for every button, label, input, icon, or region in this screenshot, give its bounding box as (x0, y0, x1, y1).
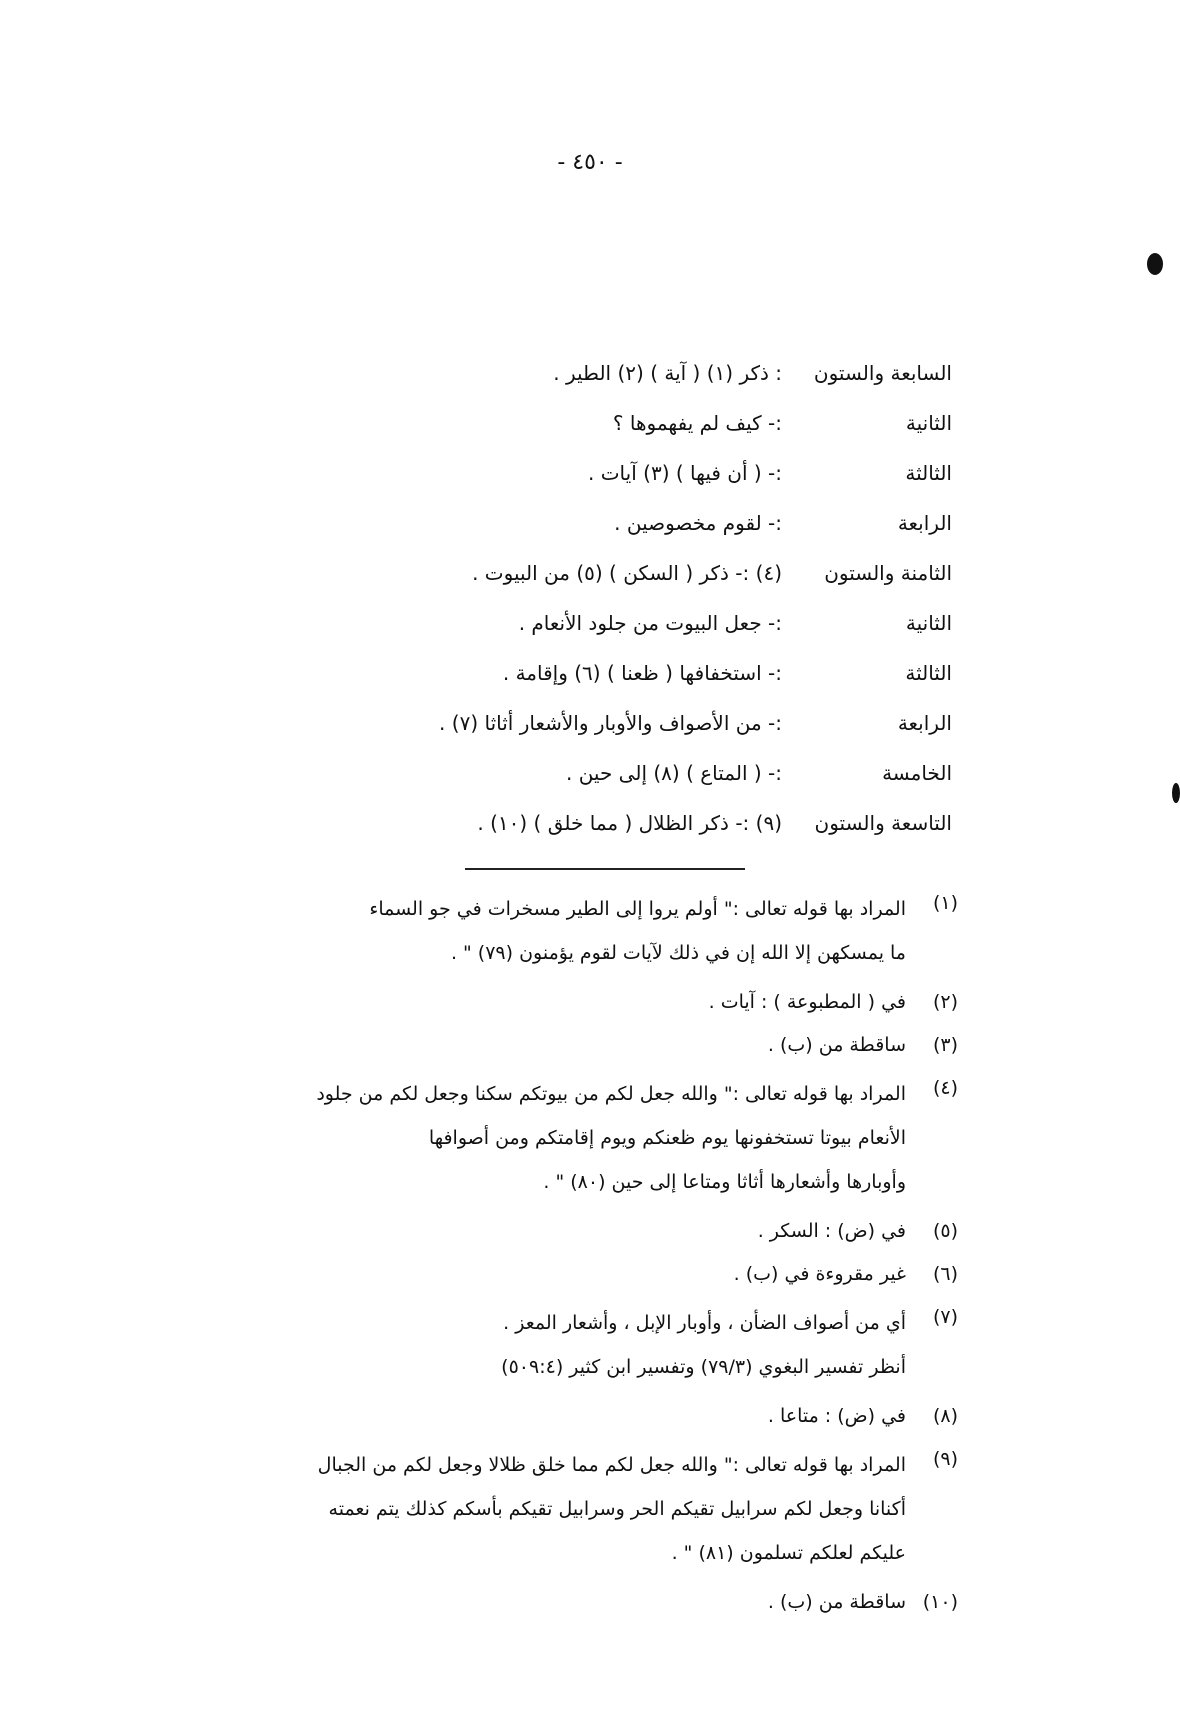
footnote-number: (٥) (932, 1220, 958, 1242)
footnote (78, 1400, 958, 1432)
footnote-line: المراد بها قوله تعالى :" والله جعل لكم مما خلق ظلالا وجعل لكم من الجبال (317, 1454, 906, 1476)
scan-smudge-mark (1172, 783, 1180, 803)
footnote-separator (465, 868, 745, 870)
outline-text: :- من الأصواف والأوبار والأشعار أثاثا (٧) . (439, 711, 782, 735)
outline-text: :- جعل البيوت من جلود الأنعام . (518, 611, 782, 635)
outline-label: الثانية (905, 611, 952, 635)
footnote-number: (٤) (932, 1077, 958, 1099)
outline-label: التاسعة والستون (814, 811, 952, 835)
footnote-line: ساقطة من (ب) . (767, 1591, 906, 1613)
outline-label: الثالثة (905, 661, 952, 685)
outline-label: الثانية (905, 411, 952, 435)
outline-line (432, 448, 952, 498)
outline-label: الثالثة (905, 461, 952, 485)
outline-label: الثامنة والستون (824, 561, 952, 585)
footnote-number: (٦) (932, 1263, 958, 1285)
outline-line (432, 798, 952, 848)
outline-text: (٤) :- ذكر ( السكن ) (٥) من البيوت . (472, 561, 782, 585)
outline-line (432, 748, 952, 798)
footnote-line: أكنانا وجعل لكم سرابيل تقيكم الحر وسرابيل تقيكم بأسكم كذلك يتم نعمته (328, 1498, 906, 1520)
footnote (78, 1301, 958, 1389)
outline-line (432, 348, 952, 398)
main-outline (432, 348, 952, 848)
footnote-number: (٨) (932, 1405, 958, 1427)
footnote-number: (٣) (932, 1034, 958, 1056)
footnote-line: في ( المطبوعة ) : آيات . (708, 991, 906, 1013)
footnote (78, 1215, 958, 1247)
footnote (78, 1029, 958, 1061)
scan-smudge-mark (1147, 253, 1163, 275)
outline-line (432, 398, 952, 448)
footnote-number: (٧) (932, 1306, 958, 1328)
outline-text: :- ( أن فيها ) (٣) آيات . (588, 461, 782, 485)
footnote (78, 1258, 958, 1290)
footnote-line: المراد بها قوله تعالى :" أولم يروا إلى الطير مسخرات في جو السماء (369, 898, 906, 920)
footnote-line: ساقطة من (ب) . (767, 1034, 906, 1056)
footnote-line: في (ض) : السكر . (757, 1220, 906, 1242)
page-number: - ٤٥٠ - (557, 150, 623, 175)
footnote-number: (٢) (932, 991, 958, 1013)
outline-text: : ذكر (١) ( آية ) (٢) الطير . (553, 361, 782, 385)
footnote-line: أنظر تفسير البغوي (٧٩/٣) وتفسير ابن كثير (٥٠٩:٤) (501, 1356, 906, 1378)
footnote (78, 1443, 958, 1575)
footnotes (78, 887, 958, 1629)
outline-text: :- كيف لم يفهموها ؟ (612, 411, 782, 435)
outline-text: :- استخفافها ( ظعنا ) (٦) وإقامة . (502, 661, 782, 685)
outline-line (432, 598, 952, 648)
footnote-number: (٩) (932, 1448, 958, 1470)
footnote-number: (١) (932, 892, 958, 914)
outline-line (432, 648, 952, 698)
outline-line (432, 498, 952, 548)
footnote (78, 1586, 958, 1618)
outline-text: :- ( المتاع ) (٨) إلى حين . (565, 761, 782, 785)
footnote-number: (١٠) (922, 1591, 958, 1613)
footnote-line: وأوبارها وأشعارها أثاثا ومتاعا إلى حين (٨٠) " . (543, 1171, 906, 1193)
footnote (78, 986, 958, 1018)
footnote-line: في (ض) : متاعا . (767, 1405, 906, 1427)
footnote-line: عليكم لعلكم تسلمون (٨١) " . (671, 1542, 906, 1564)
outline-label: الرابعة (897, 511, 952, 535)
outline-label: السابعة والستون (813, 361, 952, 385)
outline-label: الرابعة (897, 711, 952, 735)
outline-label: الخامسة (882, 761, 952, 785)
footnote-line: أي من أصواف الضأن ، وأوبار الإبل ، وأشعار المعز . (503, 1312, 906, 1334)
footnote (78, 1072, 958, 1204)
footnote-line: ما يمسكهن إلا الله إن في ذلك لآيات لقوم يؤمنون (٧٩) " . (450, 942, 906, 964)
outline-line (432, 698, 952, 748)
outline-line (432, 548, 952, 598)
footnote-line: المراد بها قوله تعالى :" والله جعل لكم من بيوتكم سكنا وجعل لكم من جلود (316, 1083, 906, 1105)
footnote-line: غير مقروءة في (ب) . (733, 1263, 906, 1285)
footnote (78, 887, 958, 975)
footnote-line: الأنعام بيوتا تستخفونها يوم ظعنكم ويوم إقامتكم ومن أصوافها (428, 1127, 906, 1149)
outline-text: :- لقوم مخصوصين . (614, 511, 782, 535)
outline-text: (٩) :- ذكر الظلال ( مما خلق ) (١٠) . (477, 811, 782, 835)
